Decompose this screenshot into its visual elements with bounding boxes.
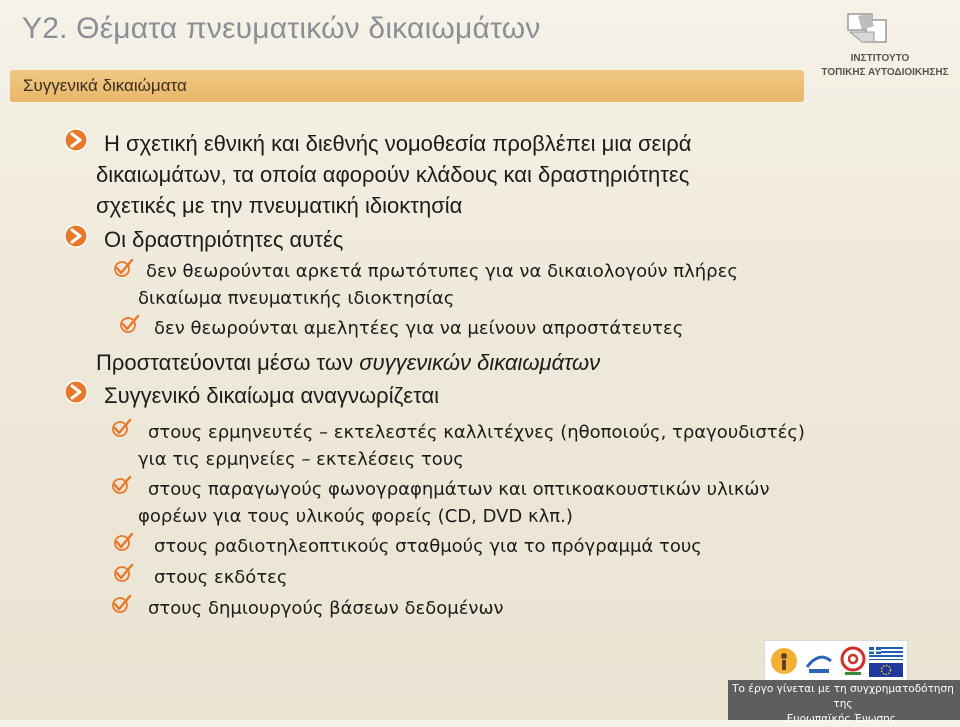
orange-checkmark-icon [112,563,134,583]
protection-emphasis: συγγενικών δικαιωμάτων [359,350,601,375]
information-society-logo-icon [769,645,799,677]
bullet-2: Οι δραστηριότητες αυτές [104,227,344,252]
subtitle-bar [10,70,804,102]
bullet-1-line-2: δικαιωμάτων, τα οποία αφορούν κλάδους και δραστηριότητες [96,162,690,187]
logo-line2: ΤΟΠΙΚΗΣ ΑΥΤΟΔΙΟΙΚΗΣΗΣ [821,67,949,78]
footer-line-2: Ευρωπαϊκής Ένωσης. [786,713,900,725]
sub-3-line-2: για τις ερμηνείες – εκτελέσεις τους [138,449,464,470]
sub-4-line-2: φορέων για τους υλικούς φορείς (CD, DVD κλπ.) [138,506,573,527]
footer-line-1: Το έργο γίνεται με τη συγχρηματοδότηση της [732,683,954,710]
protection-line [96,347,600,378]
orange-checkmark-icon [110,475,132,495]
sub-1-line-1: δεν θεωρούνται αρκετά πρωτότυπες για να δικαιολογούν πλήρες [146,261,738,282]
sub-4-line-1: στους παραγωγούς φωνογραφημάτων και οπτικοακουστικών υλικών [148,479,770,500]
bullet-1-line-1: Η σχετική εθνική και διεθνής νομοθεσία προβλέπει μια σειρά [104,131,692,156]
sub-7: στους δημιουργούς βάσεων δεδομένων [148,598,504,619]
bullet-1-line-3: σχετικές με την πνευματική ιδιοκτησία [96,193,463,218]
sub-3-line-1: στους ερμηνευτές – εκτελεστές καλλιτέχνες (ηθοποιούς, τραγουδιστές) [148,422,805,443]
sub-2: δεν θεωρούνται αμελητέες για να μείνουν απροστάτευτες [154,318,684,339]
subtitle-text: Συγγενικά δικαιώματα [23,76,187,95]
footer-text [730,682,956,727]
sub-6: στους εκδότες [154,567,288,588]
slide-title: Υ2. Θέματα πνευματικών δικαιωμάτων [22,12,541,45]
orange-checkmark-icon [112,532,134,552]
footer-logos-panel [764,640,908,682]
orange-checkmark-icon [110,418,132,438]
orange-checkmark-icon [112,258,134,278]
orange-checkmark-icon [118,314,140,334]
sub-1-line-2: δικαίωμα πνευματικής ιδιοκτησίας [138,288,455,309]
orange-arrow-bullet-icon [64,128,88,152]
orange-checkmark-icon [110,594,132,614]
sub-5: στους ραδιοτηλεοπτικούς σταθμούς για το πρόγραμμά τους [154,536,702,557]
orange-arrow-bullet-icon [64,224,88,248]
flags-icon [869,647,903,677]
bullet-3: Συγγενικό δικαίωμα αναγνωρίζεται [104,383,440,408]
logo-line1: ΙΝΣΤΙΤΟΥΤΟ [850,53,910,64]
olympic-2004-logo-icon [803,647,835,677]
protection-lead: Προστατεύονται μέσω των [96,350,360,375]
orange-arrow-bullet-icon [64,380,88,404]
at-sign-logo-icon [839,645,867,677]
